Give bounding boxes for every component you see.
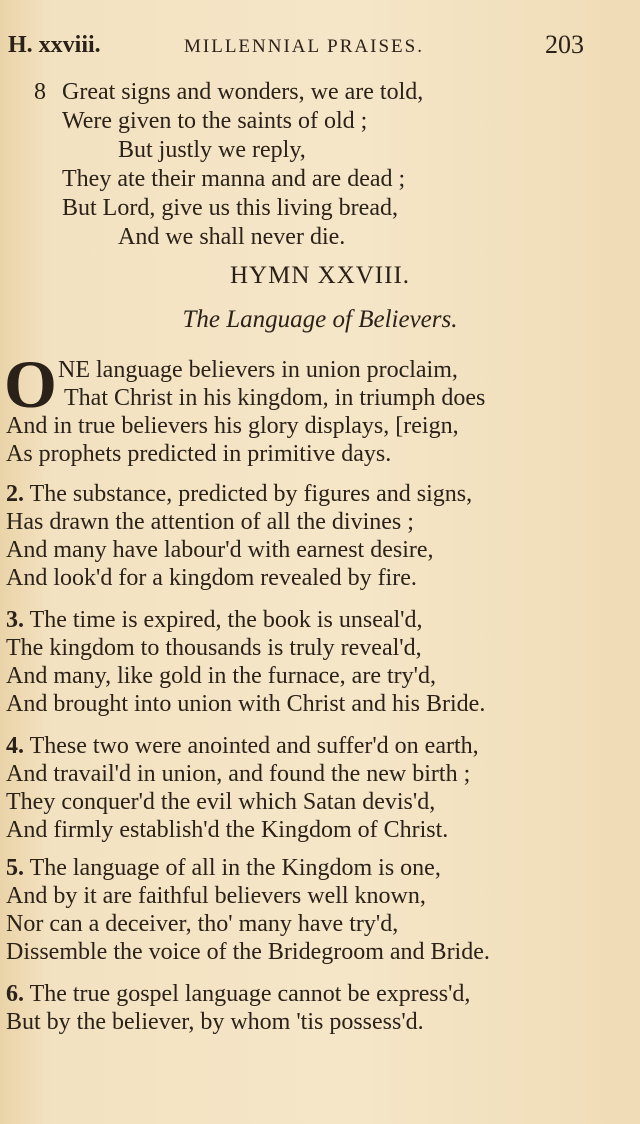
stanza-line: 3. The time is expired, the book is unseal'd, <box>6 607 423 633</box>
stanza-line: And brought into union with Christ and his Bride. <box>6 691 486 717</box>
stanza-line: And travail'd in union, and found the new birth ; <box>6 761 471 787</box>
prev-stanza-line: But justly we reply, <box>118 137 306 163</box>
stanza-line: And in true believers his glory displays, [reign, <box>6 413 459 439</box>
stanza-number: 3. <box>6 607 24 633</box>
stanza-line: And firmly establish'd the Kingdom of Christ. <box>6 817 449 843</box>
stanza-line: They conquer'd the evil which Satan devis'd, <box>6 789 436 815</box>
stanza-line: That Christ in his kingdom, in triumph does <box>64 385 486 411</box>
hymn-title: HYMN XXVIII. <box>229 262 411 289</box>
hymn-subtitle: The Language of Believers. <box>182 306 458 333</box>
drop-cap: O <box>4 346 57 422</box>
stanza-number: 5. <box>6 855 24 881</box>
header-hymn-ref: H. xxviii. <box>8 32 101 58</box>
prev-stanza-line: 8 Great signs and wonders, we are told, <box>34 79 424 105</box>
prev-stanza-line: But Lord, give us this living bread, <box>62 195 398 221</box>
stanza-line: And many, like gold in the furnace, are try'd, <box>6 663 436 689</box>
stanza-line: 4. These two were anointed and suffer'd on earth, <box>6 733 479 759</box>
stanza-line: The kingdom to thousands is truly reveal'd, <box>6 635 422 661</box>
stanza-line: And many have labour'd with earnest desire, <box>6 537 434 563</box>
prev-stanza-line: And we shall never die. <box>118 224 346 250</box>
prev-stanza-number: 8 <box>34 79 46 105</box>
stanza-line: And by it are faithful believers well known, <box>6 883 426 909</box>
stanza-line: NE language believers in union proclaim, <box>58 357 458 383</box>
stanza-line: Has drawn the attention of all the divines ; <box>6 509 414 535</box>
stanza-line: 5. The language of all in the Kingdom is one, <box>6 855 441 881</box>
page-number: 203 <box>545 30 584 59</box>
stanza-number: 6. <box>6 981 24 1007</box>
header-book-title: MILLENNIAL PRAISES. <box>184 36 424 57</box>
stanza-line: And look'd for a kingdom revealed by fire. <box>6 565 417 591</box>
stanza-line: 2. The substance, predicted by figures and signs, <box>6 481 473 507</box>
prev-stanza-line: Were given to the saints of old ; <box>62 108 368 134</box>
stanza-line: Nor can a deceiver, tho' many have try'd, <box>6 911 399 937</box>
prev-stanza-line: They ate their manna and are dead ; <box>62 166 406 192</box>
stanza-number: 4. <box>6 733 24 759</box>
stanza-line: But by the believer, by whom 'tis possess'd. <box>6 1009 424 1035</box>
stanza-line: Dissemble the voice of the Bridegroom and Bride. <box>6 939 490 965</box>
stanza-line: As prophets predicted in primitive days. <box>6 441 392 467</box>
stanza-line: 6. The true gospel language cannot be express'd, <box>6 981 471 1007</box>
stanza-number: 2. <box>6 481 24 507</box>
running-header <box>8 32 584 62</box>
